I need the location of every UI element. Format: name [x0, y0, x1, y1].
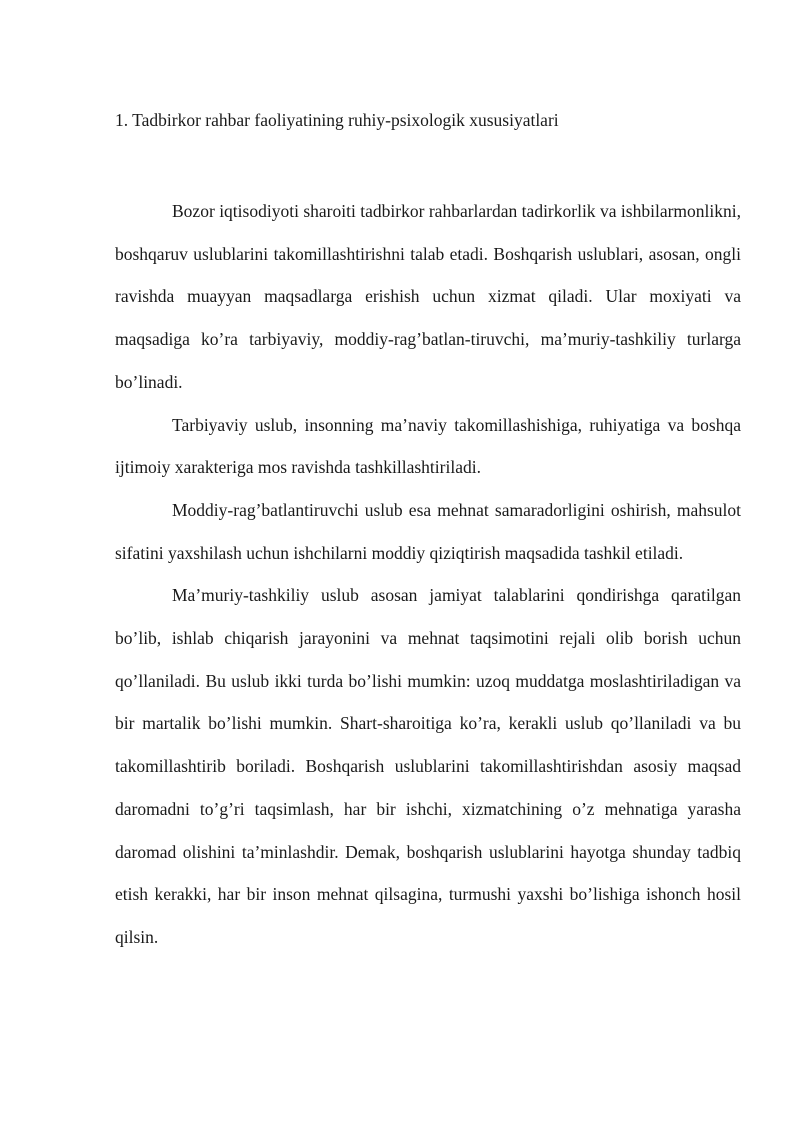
body-text — [115, 190, 741, 959]
paragraph-administrative-method: Ma’muriy-tashkiliy uslub asosan jamiyat talablarini qondirishga qaratilgan bo’lib, ishlab chiqarish jarayonini va mehnat taqsimotini rejali olib borish uchun qo’llaniladi. Bu uslub ikki turda bo’lishi mumkin: uzoq muddatga moslashtiriladigan va bir martalik bo’lishi mumkin. Shart-sharoitiga ko’ra, kerakli uslub qo’llaniladi va bu takomillashtirib boriladi. Boshqarish uslublarini takomillashtirishdan asosiy maqsad daromadni to’g’ri taqsimlash, har bir ishchi, xizmatchining o’z mehnatiga yarasha daromad olishini ta’minlashdir. Demak, boshqarish uslublarini hayotga shunday tadbiq etish kerakki, har bir inson mehnat qilsagina, turmushi yaxshi bo’lishiga ishonch hosil qilsin. — [115, 585, 741, 947]
section-heading: 1. Tadbirkor rahbar faoliyatining ruhiy-psixologik xususiyatlari — [115, 110, 559, 130]
paragraph-market-economy: Bozor iqtisodiyoti sharoiti tadbirkor rahbarlardan tadirkorlik va ishbilarmonlikni, boshqaruv uslublarini takomillashtirishni talab etadi. Boshqarish uslublari, asosan, ongli ravishda muayyan maqsadlarga erishish uchun xizmat qiladi. Ular moxiyati va maqsadiga ko’ra tarbiyaviy, moddiy-rag’batlan-tiruvchi, ma’muriy-tashkiliy turlarga bo’linadi. — [115, 201, 741, 392]
paragraph-material-incentive-method: Moddiy-rag’batlantiruvchi uslub esa mehnat samaradorligini oshirish, mahsulot sifatini yaxshilash uchun ishchilarni moddiy qiziqtirish maqsadida tashkil etiladi. — [115, 499, 741, 563]
paragraph-educational-method: Tarbiyaviy uslub, insonning ma’naviy takomillashishiga, ruhiyatiga va boshqa ijtimoiy xarakteriga mos ravishda tashkillashtiriladi. — [115, 414, 741, 478]
